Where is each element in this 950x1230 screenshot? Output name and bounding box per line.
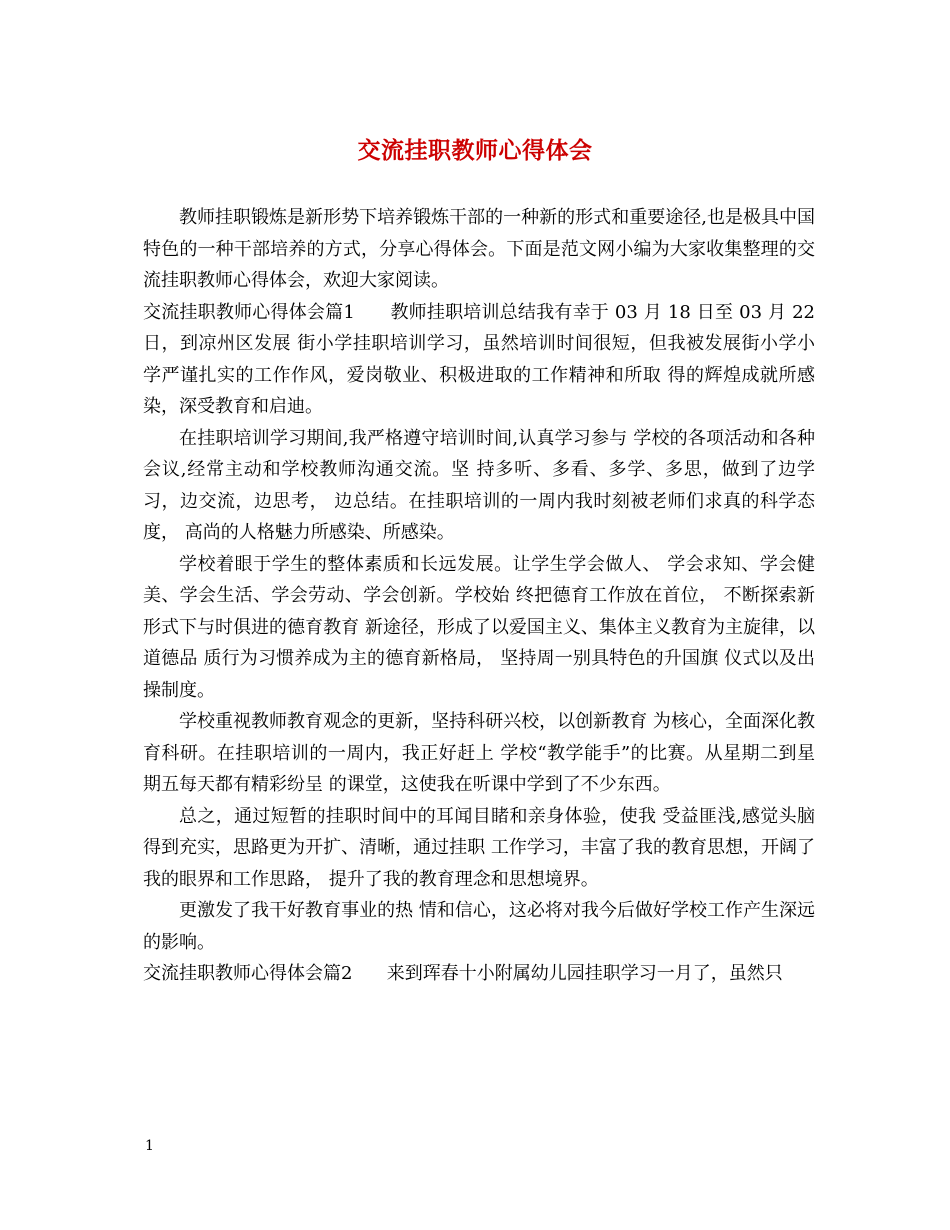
paragraph-summary [143,801,815,896]
section-heading-1: 交流挂职教师心得体会篇1 [143,301,355,323]
paragraph-intro [143,202,815,297]
paragraph-text: 学校重视教师教育观念的更新，坚持科研兴校，以创新教育 为核心，全面深化教育科研。在挂职培训的一周内，我正好赶上 学校“教学能手”的比赛。从星期二到星期五每天都有精彩纷呈 的课堂，这使我在听课中学到了不少东西。 [143,711,815,795]
document-body [143,202,815,990]
paragraph-text: 学校着眼于学生的整体素质和长远发展。让学生学会做人、 学会求知、学会健美、学会生活、学会劳动、学会创新。学校始 终把德育工作放在首位， 不断探索新形式下与时俱进的德育教育 新途径，形成了以爱国主义、集体主义教育为主旋律，以道德品 质行为习惯养成为主的德育新格局， 坚持周一别具特色的升国旗 仪式以及出操制度。 [143,553,815,701]
page-number: 1 [145,1138,154,1154]
paragraph-text: 教师挂职培训总结我有幸于 03 月 18 日至 03 月 22 日，到凉州区发展 街小学挂职培训学习，虽然培训时间很短，但我被发展街小学小 学严谨扎实的工作作风，爱岗敬业、积极进取的工作精神和所取 得的辉煌成就所感染，深受教育和启迪。 [143,301,816,417]
paragraph-training-period [143,423,815,549]
paragraph-text: 总之，通过短暂的挂职时间中的耳闻目睹和亲身体验，使我 受益匪浅,感觉头脑得到充实，思路更为开扩、清晰，通过挂职 工作学习，丰富了我的教育思想，开阔了我的眼界和工作思路， 提升了我的教育理念和思想境界。 [143,805,815,890]
paragraph-section-1 [143,297,815,423]
paragraph-motivation [143,895,815,958]
paragraph-text: 来到珲春十小附属幼儿园挂职学习一月了，虽然只 [386,963,783,984]
paragraph-section-2 [143,958,815,990]
section-heading-2: 交流挂职教师心得体会篇2 [143,963,353,984]
paragraph-school-focus [143,549,815,707]
paragraph-text: 教师挂职锻炼是新形势下培养锻炼干部的一种新的形式和重要途径,也是极具中国特色的一种干部培养的方式，分享心得体会。下面是范文网小编为大家收集整理的交流挂职教师心得体会，欢迎大家阅读。 [143,207,815,291]
paragraph-teacher-education [143,706,815,801]
document-title: 交流挂职教师心得体会 [357,137,593,164]
paragraph-text: 在挂职培训学习期间,我严格遵守培训时间,认真学习参与 学校的各项活动和各种会议,经常主动和学校教师沟通交流。坚 持多听、多看、多学、多思，做到了边学习，边交流，边思考， 边总结。在挂职培训的一周内我时刻被老师们求真的科学态度， 高尚的人格魅力所感染、所感染。 [143,427,815,543]
paragraph-text: 更激发了我干好教育事业的热 情和信心，这必将对我今后做好学校工作产生深远的影响。 [143,900,815,953]
